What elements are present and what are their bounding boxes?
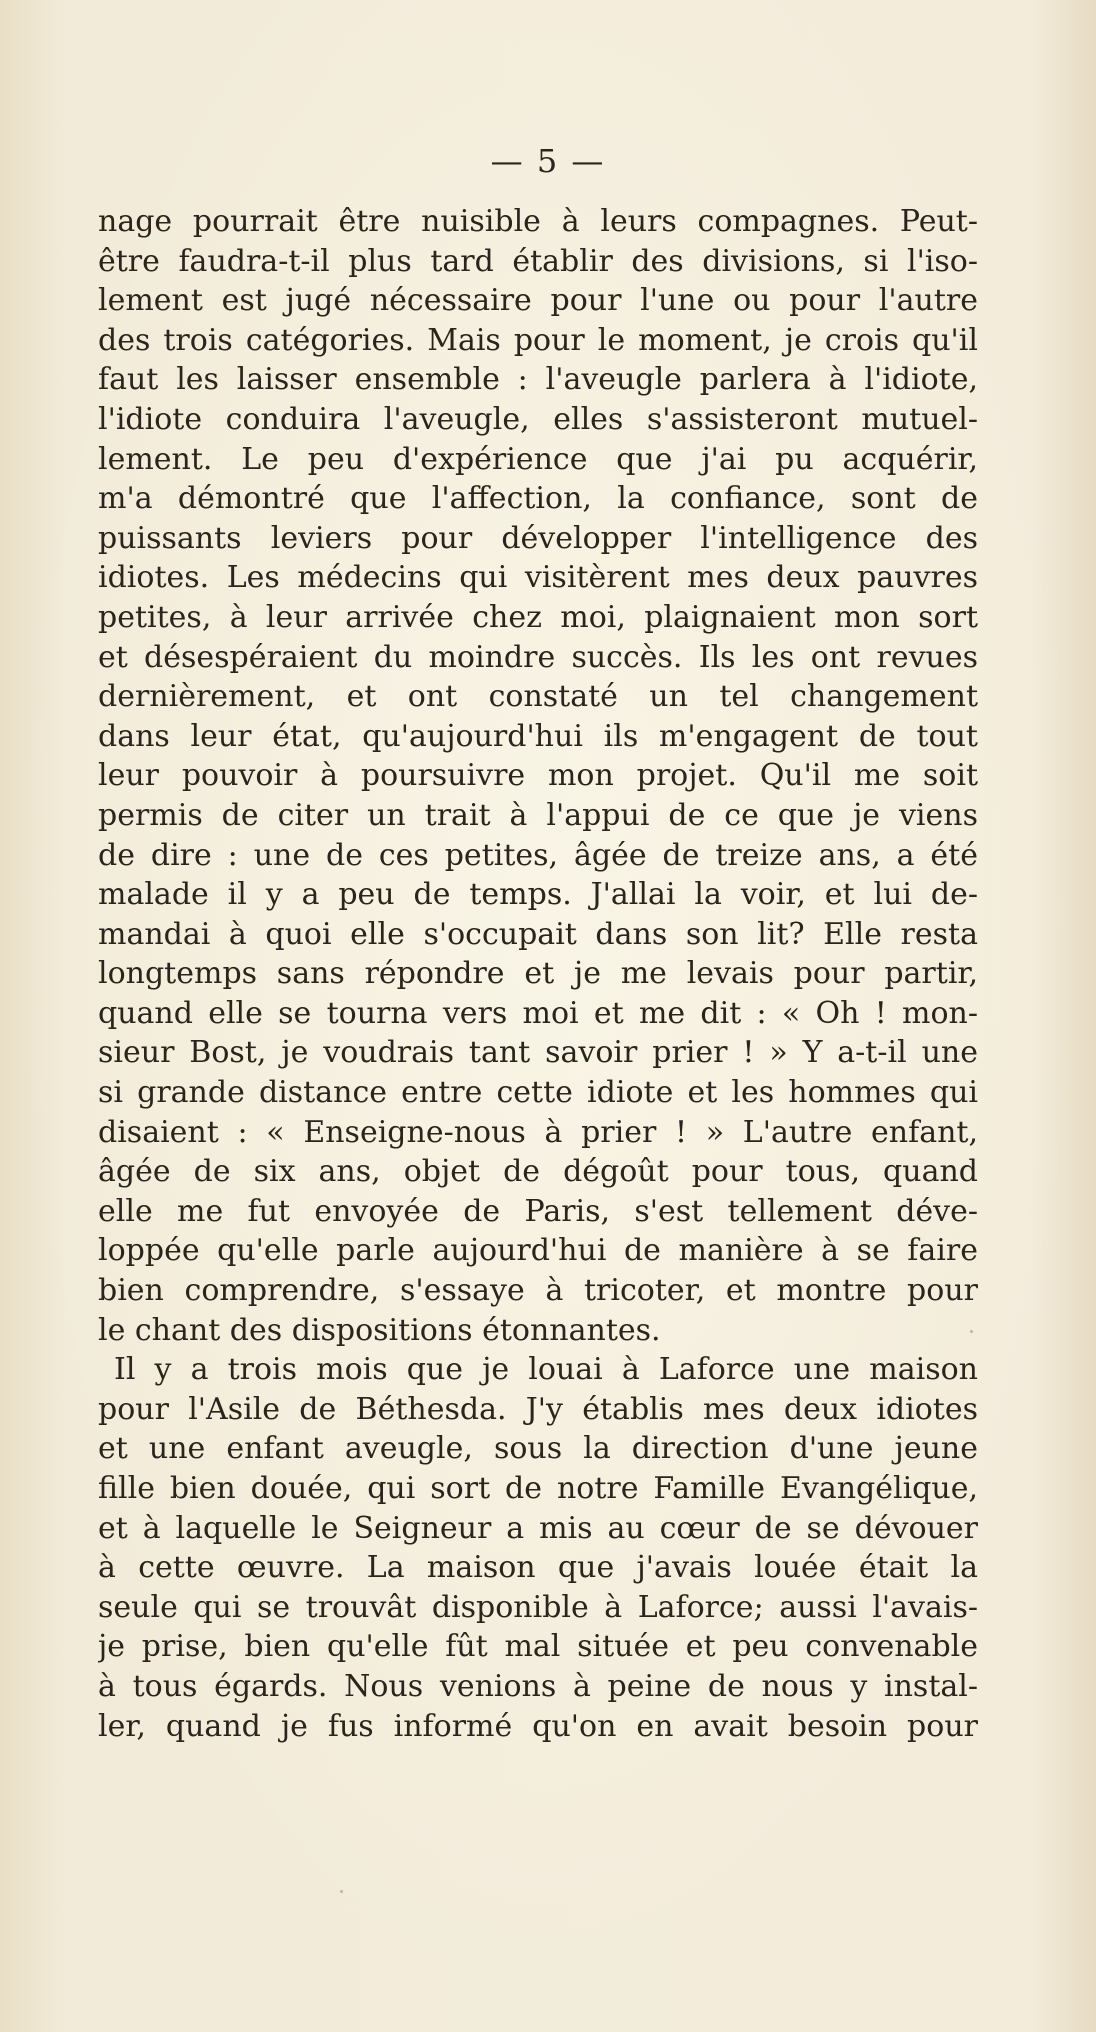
text-line: loppée qu'elle parle aujourd'hui de manière à se faire <box>98 1233 978 1269</box>
text-line: je prise, bien qu'elle fût mal située et peu convenable <box>98 1629 978 1665</box>
text-line: être faudra-t-il plus tard établir des divisions, si l'iso- <box>98 243 978 279</box>
text-line: quand elle se tourna vers moi et me dit : « Oh ! mon- <box>98 995 978 1031</box>
text-line: l'idiote conduira l'aveugle, elles s'assisteront mutuel- <box>98 401 978 437</box>
text-line: elle me fut envoyée de Paris, s'est tellement déve- <box>98 1193 978 1229</box>
text-line: des trois catégories. Mais pour le moment, je crois qu'il <box>98 322 978 358</box>
text-line: petites, à leur arrivée chez moi, plaignaient mon sort <box>98 599 978 635</box>
text-line: puissants leviers pour développer l'intelligence des <box>98 520 978 556</box>
text-line: disaient : « Enseigne-nous à prier ! » L'autre enfant, <box>98 1114 978 1150</box>
text-line: seule qui se trouvât disponible à Laforce; aussi l'avais- <box>98 1589 978 1625</box>
text-line: et désespéraient du moindre succès. Ils les ont revues <box>98 639 978 675</box>
text-line: à cette œuvre. La maison que j'avais louée était la <box>98 1550 978 1586</box>
text-line: lement est jugé nécessaire pour l'une ou pour l'autre <box>98 283 978 319</box>
text-line: faut les laisser ensemble : l'aveugle parlera à l'idiote, <box>98 362 978 398</box>
text-line: pour l'Asile de Béthesda. J'y établis mes deux idiotes <box>98 1391 978 1427</box>
text-line: m'a démontré que l'affection, la confiance, sont de <box>98 481 978 517</box>
text-line: fille bien douée, qui sort de notre Famille Evangélique, <box>98 1471 978 1506</box>
text-line: leur pouvoir à poursuivre mon projet. Qu'il me soit <box>98 758 978 794</box>
page-number: — 5 — <box>490 142 606 180</box>
text-line: bien comprendre, s'essaye à tricoter, et montre pour <box>98 1273 978 1309</box>
text-line: Il y a trois mois que je louai à Laforce une maison <box>114 1352 978 1388</box>
text-line: le chant des dispositions étonnantes. <box>98 1312 661 1348</box>
paragraph-2 <box>98 1350 978 1746</box>
text-line: dans leur état, qu'aujourd'hui ils m'engagent de tout <box>98 718 978 754</box>
paper-speck <box>340 1890 343 1893</box>
text-line: dernièrement, et ont constaté un tel changement <box>98 679 978 715</box>
text-line: sieur Bost, je voudrais tant savoir prier ! » Y a-t-il une <box>98 1035 978 1071</box>
body-text <box>98 202 978 1746</box>
text-line: et à laquelle le Seigneur a mis au cœur de se dévouer <box>98 1510 978 1546</box>
text-line: lement. Le peu d'expérience que j'ai pu acquérir, <box>98 441 978 477</box>
text-line: malade il y a peu de temps. J'allai la voir, et lui de- <box>98 877 978 913</box>
text-line: nage pourrait être nuisible à leurs compagnes. Peut- <box>98 204 978 239</box>
text-line: si grande distance entre cette idiote et les hommes qui <box>98 1075 978 1111</box>
text-line: mandai à quoi elle s'occupait dans son lit? Elle resta <box>98 916 978 952</box>
text-line: à tous égards. Nous venions à peine de nous y instal- <box>98 1668 978 1704</box>
paragraph-1 <box>98 202 978 1350</box>
text-line: et une enfant aveugle, sous la direction d'une jeune <box>98 1431 978 1467</box>
text-line: âgée de six ans, objet de dégoût pour tous, quand <box>98 1154 978 1190</box>
text-line: de dire : une de ces petites, âgée de treize ans, a été <box>98 837 978 873</box>
text-line: ler, quand je fus informé qu'on en avait besoin pour <box>98 1708 978 1744</box>
paper-speck <box>970 1330 973 1333</box>
text-line: longtemps sans répondre et je me levais pour partir, <box>98 956 978 992</box>
text-line: permis de citer un trait à l'appui de ce que je viens <box>98 797 978 833</box>
text-line: idiotes. Les médecins qui visitèrent mes deux pauvres <box>98 560 978 596</box>
